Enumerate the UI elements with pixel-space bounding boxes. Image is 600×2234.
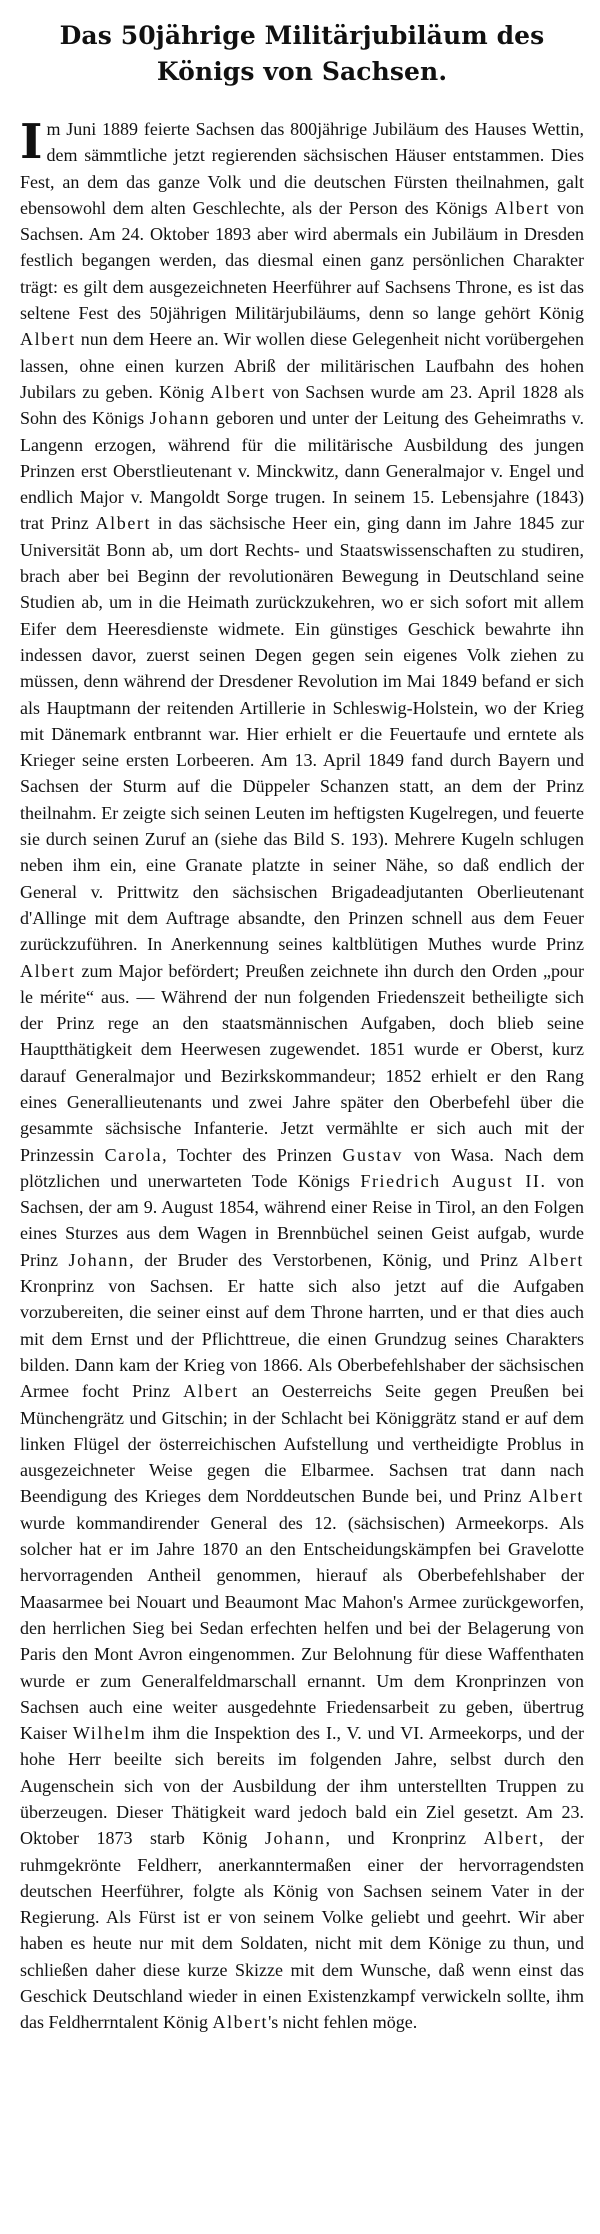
article-title: Das 50jährige Militärjubiläum des Königs von Sachsen.: [59, 21, 545, 86]
body-text-segment: 's nicht fehlen möge.: [268, 2012, 418, 2033]
emphasized-name: Albert: [483, 1828, 540, 1849]
emphasized-name: Carola: [104, 1144, 163, 1165]
body-text-segment: , Tochter des Prinzen: [162, 1144, 343, 1165]
initial-letter: I: [20, 114, 43, 170]
emphasized-name: Albert: [528, 1249, 584, 1270]
emphasized-name: Johann: [264, 1828, 326, 1849]
emphasized-name: Albert: [95, 513, 152, 534]
emphasized-name: Friedrich August II.: [360, 1170, 547, 1191]
emphasized-name: Albert: [20, 960, 76, 981]
body-text-segment: von Wasa. Nach dem plötzlichen und unerwarteten Tode Königs: [20, 1144, 584, 1191]
emphasized-name: Albert: [494, 197, 551, 218]
body-text-segment: m Juni 1889 feierte Sachsen das 800jährige Jubiläum des Hauses Wettin, dem sämmtliche jetzt regierenden sächsischen Häuser entstammen. Dies Fest, an dem das ganze Volk und die deutschen Fürsten theilnahmen, galt ebensowohl dem alten Geschlechte, als der Person des Königs: [20, 119, 584, 218]
emphasized-name: Gustav: [342, 1144, 403, 1165]
body-text-segment: , der Bruder des Verstorbenen, König, und Prinz: [129, 1249, 529, 1270]
body-text-segment: an Oesterreichs Seite gegen Preußen bei Münchengrätz und Gitschin; in der Schlacht bei Königgrätz stand er auf dem linken Flügel der österreichischen Aufstellung und vertheidigte Problus in ausgezeichneter Weise gegen die Elbarmee. Sachsen trat dann nach Beendigung des Krieges dem Norddeutschen Bunde bei, und Prinz: [20, 1381, 584, 1507]
emphasized-name: Johann: [68, 1249, 130, 1270]
emphasized-name: Albert: [183, 1381, 239, 1402]
body-text-segment: geboren und unter der Leitung des Geheimraths v. Langenn erzogen, während für die militärische Ausbildung des jungen Prinzen erst Oberstlieutenant v. Minckwitz, dann Generalmajor v. Engel und endlich Major v. Mangoldt Sorge trugen. In seinem 15. Lebensjahre (1843) trat Prinz: [20, 408, 584, 534]
emphasized-name: Albert: [528, 1486, 584, 1507]
body-text-segment: wurde kommandirender General des 12. (sächsischen) Armeekorps. Als solcher hat er im Jahre 1870 an den Entscheidungskämpfen bei Gravelotte hervorragenden Antheil genommen, hierauf als Oberbefehlshaber der Maasarmee bei Nouart und Beaumont Mac Mahon's Armee zurückgeworfen, den herrlichen Sieg bei Sedan erfechten helfen und bei der Belagerung von Paris den Mont Avron eingenommen. Zur Belohnung für diese Waffenthaten wurde er zum Generalfeldmarschall ernannt. Um dem Kronprinzen von Sachsen auch eine weiter ausgedehnte Friedensarbeit zu geben, übertrug Kaiser: [20, 1512, 584, 1744]
body-text-segment: zum Major befördert; Preußen zeichnete ihn durch den Orden „pour le mérite“ aus. — Während der nun folgenden Friedenszeit betheiligte sich der Prinz rege an den staatsmännischen Aufgaben, doch blieb seine Hauptthätigkeit dem Heerwesen zugewendet. 1851 wurde er Oberst, kurz darauf Generalmajor und Bezirkskommandeur; 1852 erhielt er den Rang eines Generallieutenants und zwei Jahre später den Oberbefehl über die gesammte sächsische Infanterie. Jetzt vermählte er sich auch mit der Prinzessin: [20, 960, 584, 1165]
emphasized-name: Albert: [212, 2012, 269, 2033]
article-body: [20, 116, 584, 2036]
emphasized-name: Albert: [20, 329, 76, 350]
body-text-segment: Kronprinz von Sachsen. Er hatte sich also jetzt auf die Aufgaben vorzubereiten, die seiner einst auf dem Throne harrten, und er that dies auch mit dem Ernst und der Pflichttreue, die einen Grundzug seines Charakters bilden. Dann kam der Krieg von 1866. Als Oberbefehlshaber der sächsischen Armee focht Prinz: [20, 1276, 584, 1402]
body-text-segment: nun dem Heere an. Wir wollen diese Gelegenheit nicht vorübergehen lassen, ohne einen kurzen Abriß der militärischen Laufbahn des hohen Jubilars zu geben. König: [20, 329, 584, 402]
emphasized-name: Wilhelm: [72, 1723, 147, 1744]
body-text-segment: , und Kronprinz: [325, 1828, 484, 1849]
emphasized-name: Johann: [149, 408, 211, 429]
body-text-segment: ihm die Inspektion des I., V. und VI. Armeekorps, und der hohe Herr beeilte sich bereits im folgenden Jahre, selbst durch den Augenschein sich von der Ausbildung der ihm unterstellten Truppen zu überzeugen. Dieser Thätigkeit ward jedoch bald ein Ziel gesetzt. Am 23. Oktober 1873 starb König: [20, 1723, 584, 1849]
body-text-segment: von Sachsen. Am 24. Oktober 1893 aber wird abermals ein Jubiläum in Dresden festlich begangen werden, das diesmal einen ganz persönlichen Charakter trägt: es gilt dem ausgezeichneten Heerführer auf Sachsens Throne, es ist das seltene Fest des 50jährigen Militärjubiläums, denn so lange gehört König: [20, 197, 584, 324]
body-text-segment: in das sächsische Heer ein, ging dann im Jahre 1845 zur Universität Bonn ab, um dort Rechts- und Staatswissenschaften zu studiren, brach aber bei Beginn der revolutionären Bewegung in Deutschland seine Studien ab, um in die Heimath zurückzukehren, wo er sich sofort mit allem Eifer dem Heeresdienste widmete. Ein günstiges Geschick bewahrte ihn indessen davor, zuerst seinen Degen gegen sein eigenes Volk ziehen zu müssen, denn während der Dresdener Revolution im Mai 1849 befand er sich als Hauptmann der reitenden Artillerie in Schleswig-Holstein, wo der Krieg mit Dänemark entbrannt war. Hier erhielt er die Feuertaufe und erntete als Krieger seine ersten Lorbeeren. Am 13. April 1849 fand durch Bayern und Sachsen der Sturm auf die Düppeler Schanzen statt, an dem der Prinz theilnahm. Er zeigte sich seinen Leuten im heftigsten Kugelregen, und feuerte sie durch seinen Zuruf an (siehe das Bild S. 193). Mehrere Kugeln schlugen neben ihm ein, eine Granate platzte in seiner Nähe, so daß endlich der General v. Prittwitz den sächsischen Brigadeadjutanten Oberlieutenant d'Allinge mit dem Auftrage absandte, den Prinzen schnell aus dem Feuer zurückzuführen. In Anerkennung seines kaltblütigen Muthes wurde Prinz: [20, 513, 584, 955]
body-text-segment: , der ruhmgekrönte Feldherr, anerkanntermaßen einer der hervorragendsten deutschen Heerführer, folgte als König von Sachsen seinem Vater in der Regierung. Als Fürst ist er von seinem Volke geliebt und geehrt. Wir aber haben es heute nur mit dem Soldaten, nicht mit dem Könige zu thun, und schließen daher diese kurze Skizze mit dem Wunsche, daß wenn einst das Geschick Deutschland wieder in einen Existenzkampf verwickeln sollte, ihm das Feldherrntalent König: [20, 1828, 584, 2033]
emphasized-name: Albert: [210, 381, 266, 402]
body-text-segment: von Sachsen, der am 9. August 1854, während einer Reise in Tirol, an den Folgen eines Sturzes aus dem Wagen in Brennbüchel seinen Geist aufgab, wurde Prinz: [20, 1170, 585, 1270]
body-text-segment: von Sachsen wurde am 23. April 1828 als Sohn des Königs: [20, 381, 584, 429]
